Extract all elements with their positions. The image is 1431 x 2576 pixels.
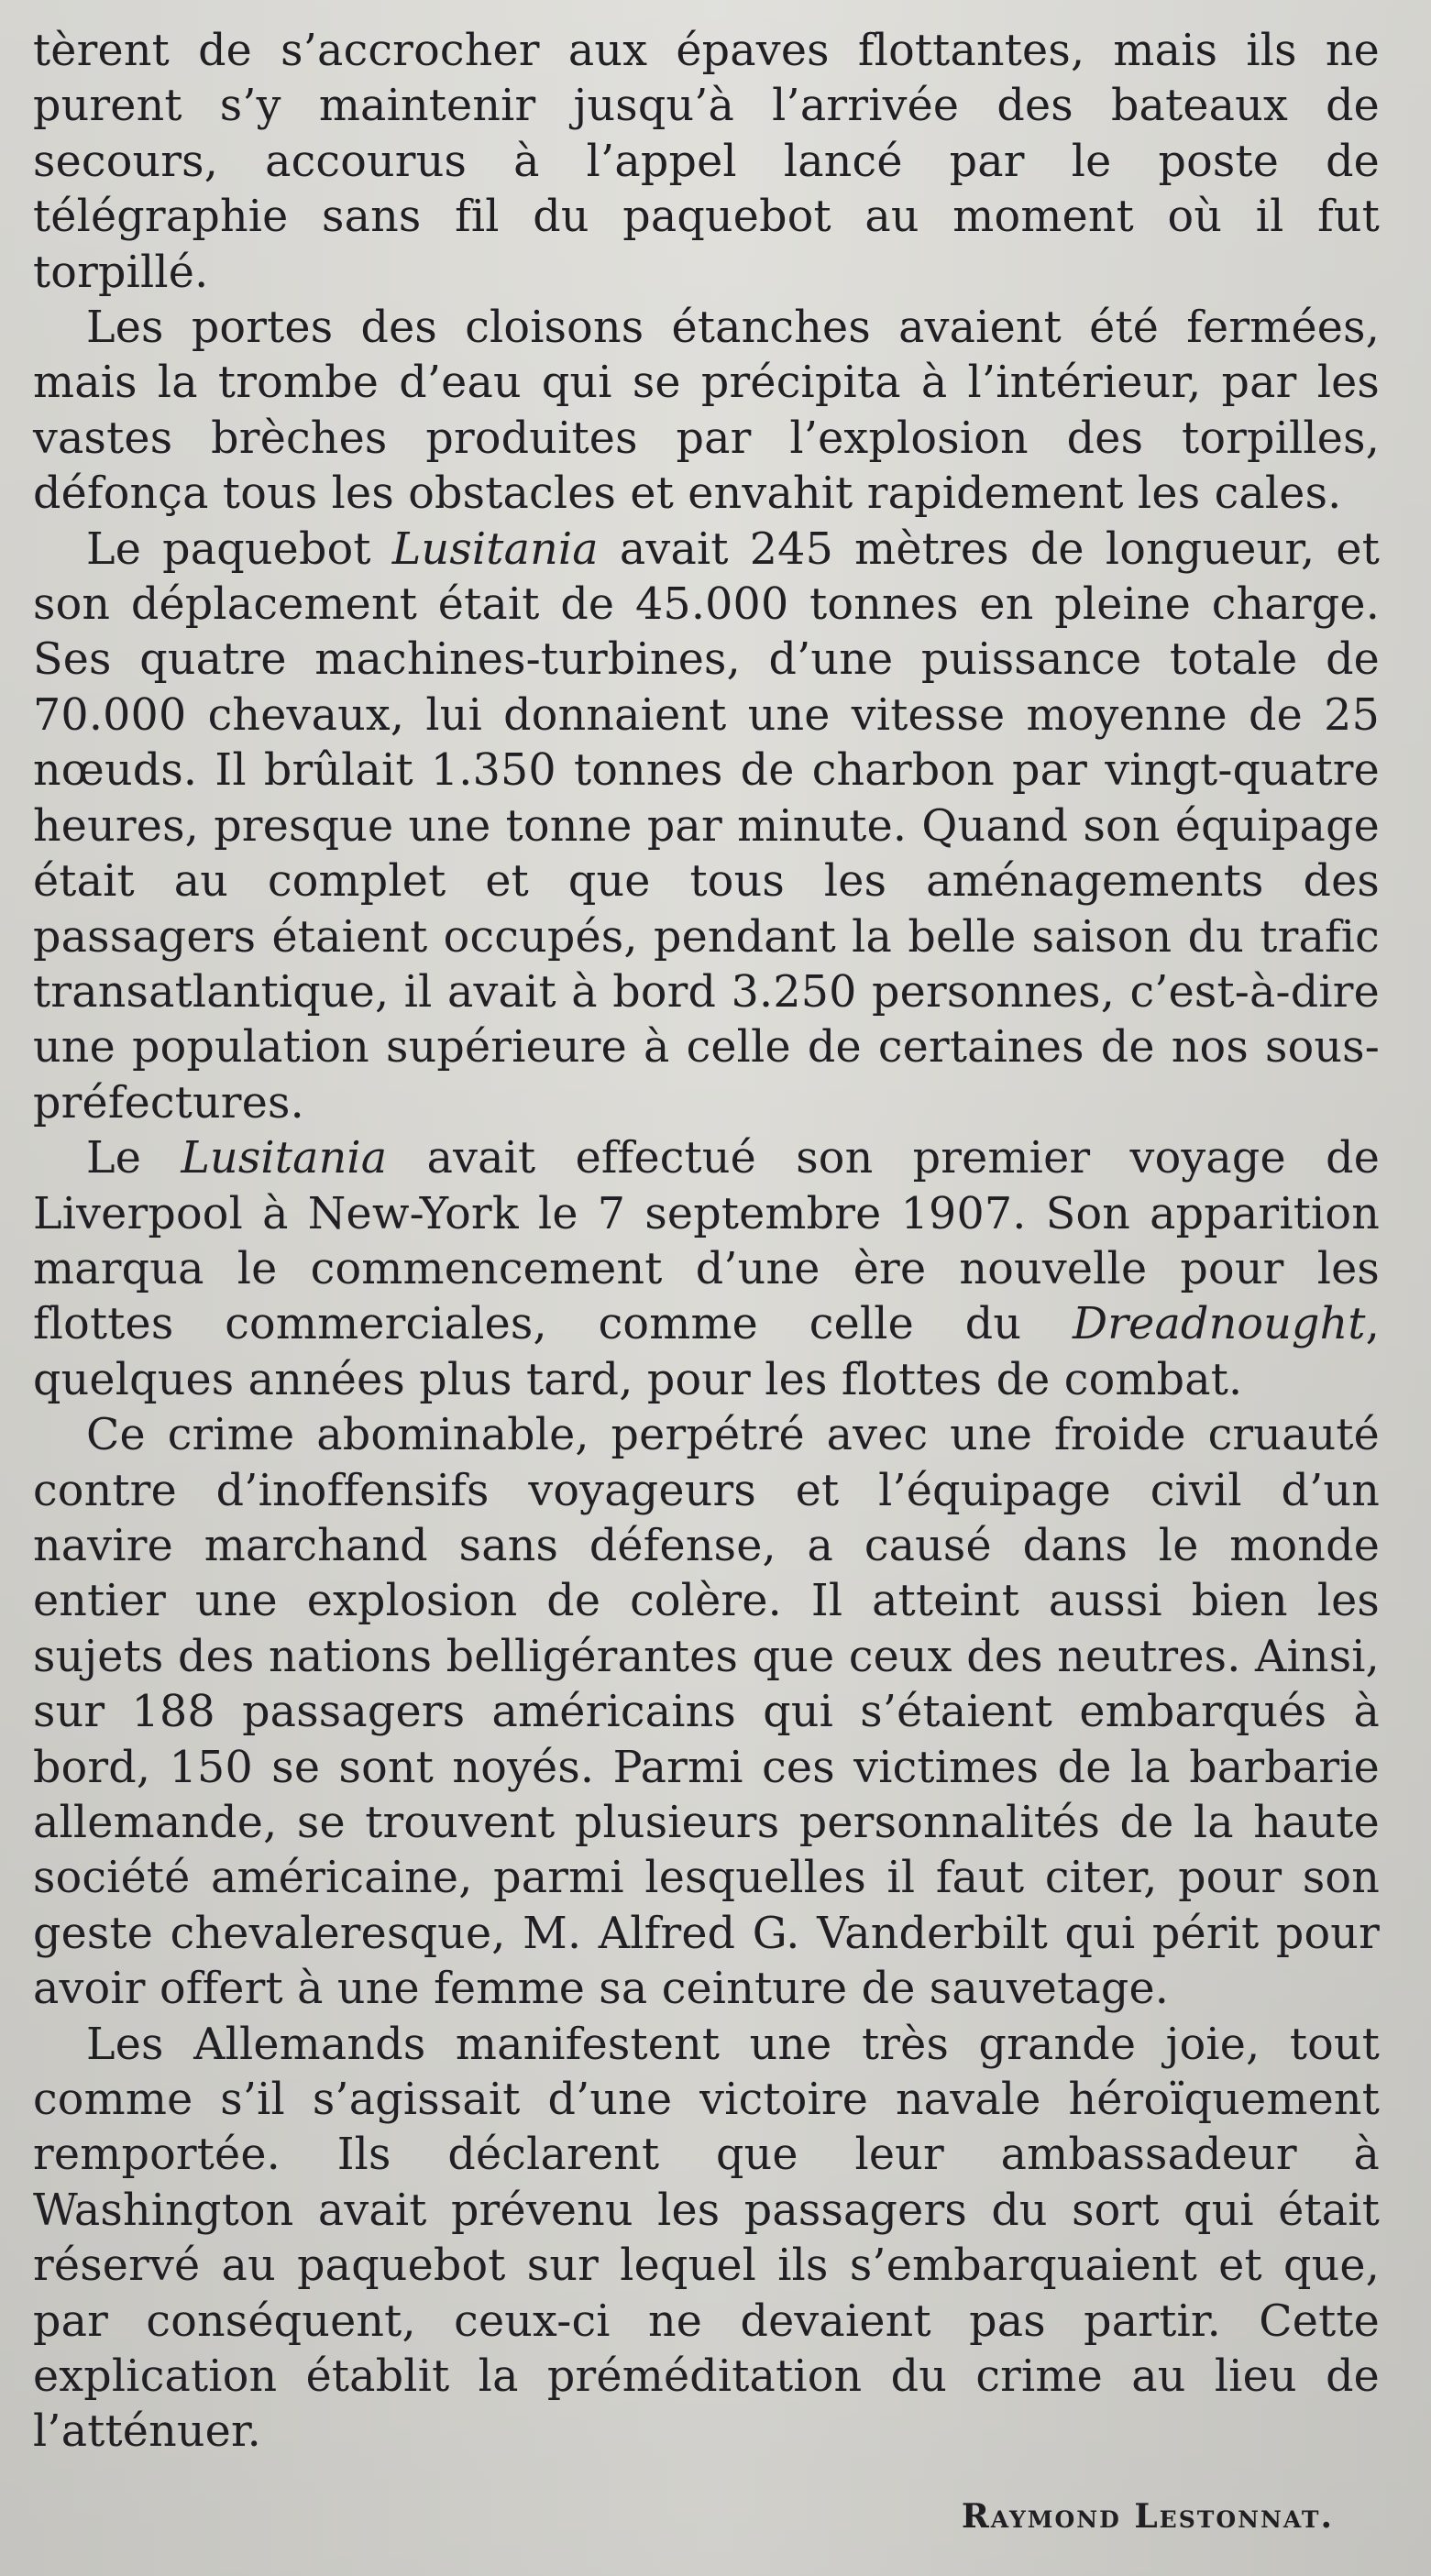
paragraph-2 <box>33 301 1380 523</box>
italic-ship-name: Lusitania <box>391 523 599 575</box>
paragraph-4 <box>33 1131 1380 1408</box>
text-segment: tèrent de s’accrocher aux épaves flottantes, mais ils ne purent s’y maintenir jusqu’à l’arrivée des bateaux de secours, accourus à l’appel lancé par le poste de télégraphie sans fil du paquebot au moment où il fut torpillé. <box>33 26 1380 298</box>
text-segment: , quelques années plus tard, pour les flottes de combat. <box>33 1299 1380 1405</box>
article-body <box>33 24 1380 2460</box>
text-segment: avait effectué son premier voyage de Liverpool à New-York le 7 septembre 1907. Son apparition marqua le commencement d’une ère nouvelle pour les flottes commerciales, comme celle du <box>33 1133 1380 1350</box>
author-signature: Raymond Lestonnat. <box>961 2496 1334 2536</box>
paragraph-3 <box>33 523 1380 1131</box>
paragraph-6 <box>33 2018 1380 2460</box>
text-segment: Les Allemands manifestent une très grande joie, tout comme s’il s’agissait d’une victoire navale héroïquement remportée. Ils déclarent que leur ambassadeur à Washington avait prévenu les passagers du sort qui était réservé au paquebot sur lequel ils s’embarquaient et que, par conséquent, ceux-ci ne devaient pas partir. Cette explication établit la préméditation du crime au lieu de l’atténuer. <box>33 2019 1380 2458</box>
paragraph-1 <box>33 24 1380 301</box>
text-segment: avait 245 mètres de longueur, et son déplacement était de 45.000 tonnes en pleine charge. Ses quatre machines-turbines, d’une puissance totale de 70.000 chevaux, lui donnaient une vitesse moyenne de 25 nœuds. Il brûlait 1.350 tonnes de charbon par vingt-quatre heures, presque une tonne par minute. Quand son équipage était au complet et que tous les aménagements des passagers étaient occupés, pendant la belle saison du trafic transatlantique, il avait à bord 3.250 personnes, c’est-à-dire une population supérieure à celle de certaines de nos sous-préfectures. <box>33 523 1380 1128</box>
text-segment: Les portes des cloisons étanches avaient été fermées, mais la trombe d’eau qui se précipita à l’intérieur, par les vastes brèches produites par l’explosion des torpilles, défonça tous les obstacles et envahit rapidement les cales. <box>33 303 1380 520</box>
text-segment: Le <box>86 1133 182 1184</box>
paragraph-5 <box>33 1408 1380 2017</box>
text-segment: Ce crime abominable, perpétré avec une froide cruauté contre d’inoffensifs voyageurs et l’équipage civil d’un navire marchand sans défense, a causé dans le monde entier une explosion de colère. Il atteint aussi bien les sujets des nations belligérantes que ceux des neutres. Ainsi, sur 188 passagers américains qui s’étaient embarqués à bord, 150 se sont noyés. Parmi ces victimes de la barbarie allemande, se trouvent plusieurs personnalités de la haute société américaine, parmi lesquelles il faut citer, pour son geste chevaleresque, M. Alfred G. Vanderbilt qui périt pour avoir offert à une femme sa ceinture de sauvetage. <box>33 1410 1380 2015</box>
italic-ship-name: Dreadnought <box>1072 1299 1366 1350</box>
text-segment: Le paquebot <box>86 523 392 575</box>
italic-ship-name: Lusitania <box>181 1133 388 1184</box>
